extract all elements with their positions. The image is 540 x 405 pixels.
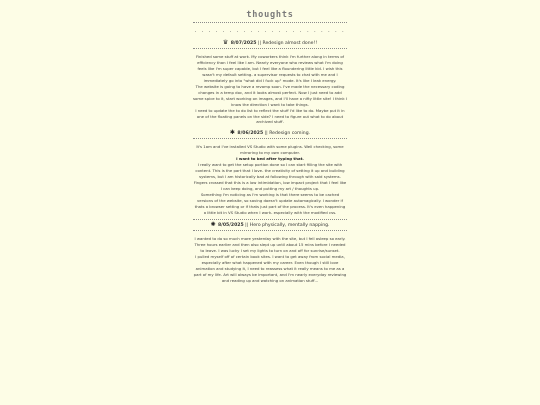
- journal-entry: [193, 38, 347, 128]
- asterisk-icon: ✱: [229, 129, 235, 137]
- entry-body: [193, 231, 347, 287]
- entry-paragraph: Something I'm noticing as I'm working is that there seems to be cached versions of the website, so saving doesn't update automagically. I wonder if thats a browser setting or if thats just part of the process. It's even happening a little bit in VS Studio when I work- especially with the modified css.: [194, 192, 346, 215]
- entry-header: [193, 38, 347, 48]
- page-title: thoughts: [246, 10, 294, 20]
- entry-paragraph: I wanted to do so much more yesterday with the site, but I fell asleep so early. Three hours earlier and then also slept up until about 15 mins before I needed to leave. I was lucky I set my lights to turn on and off for sunrise/sunset.: [194, 235, 346, 253]
- entry-body: [193, 139, 347, 218]
- entry-paragraph: I pulled myself off of certain book sites. I want to get away from social media, especially after what happened with my career. Even though I still love animation and studying it, I need to reassess what it really means to me as a part of my life. Art will always be important, and I'm nearly everyday reviewing and reading up and watching on animation stuff...: [193, 253, 347, 283]
- entry-header: [193, 220, 347, 230]
- dotted-ornament: . . . . . . . . . . . . . . . . . . . . . .: [194, 27, 346, 34]
- entry-paragraph: I need to update the to do list to reflect the stuff I'd like to do. Maybe put it in one of the floating panels on the side? I need to figure out what to do about archived stuff.: [195, 107, 345, 125]
- entry-paragraph: Finished some stuff at work. My coworkers think I'm further along in terms of efficiency than I feel like I am. Nearly everyone who reviews what I'm doing feels like I'm super capable, but I feel like a floundering little kid. I wish this wasn't my default setting- a supervisor requests to chat with me and I immediately go into "what did I fuck up" mode. It's like I leak energy.: [195, 54, 345, 83]
- entry-separator: ||: [264, 131, 268, 137]
- entry-paragraph: The website is going to have a revamp soon. I've made the necessary coding changes in a temp doc, and it looks almost perfect. Now I just need to add some spice to it, start working on images, and I'll have a nifty little site! I think I know the direction I want to take things.: [193, 83, 347, 107]
- entry-separator: ||: [245, 222, 249, 228]
- journal-entry: [193, 219, 347, 287]
- journal-entry: [193, 128, 347, 218]
- entry-subject: Redesign coming.: [269, 131, 311, 137]
- entry-paragraph-emphasis: I want to bed after typing that.: [236, 156, 304, 162]
- entry-paragraph: I really want to get the setup portion done so I can start filling the site with content. This is the part that I love- the creativity of setting it up and building systems, but I am historically bad at following through with said systems. Fingers crossed that this is a low intimidation, low impact project that I feel like I can keep doing, and putting my art / thoughts up.: [193, 162, 347, 192]
- entry-header: [193, 128, 347, 138]
- entry-date: 8/06/2025: [237, 131, 264, 137]
- entry-date: 8/07/2025: [230, 41, 257, 46]
- entry-separator: ||: [257, 41, 261, 46]
- entry-subject: Redesign almost done!!: [262, 41, 318, 46]
- entry-subject: Hero physically, mentally napping.: [249, 222, 330, 228]
- crown-icon: ♛: [222, 39, 229, 46]
- entry-paragraph: It's 1am and I've installed VS Studio with some plugins. Well checking, some mirroring to my own computer.: [196, 144, 344, 156]
- entry-date: 8/05/2025: [217, 222, 244, 228]
- thoughts-column: [193, 0, 347, 287]
- sun-icon: ✺: [210, 220, 216, 228]
- title-divider: [193, 22, 347, 23]
- entry-body: [193, 49, 347, 128]
